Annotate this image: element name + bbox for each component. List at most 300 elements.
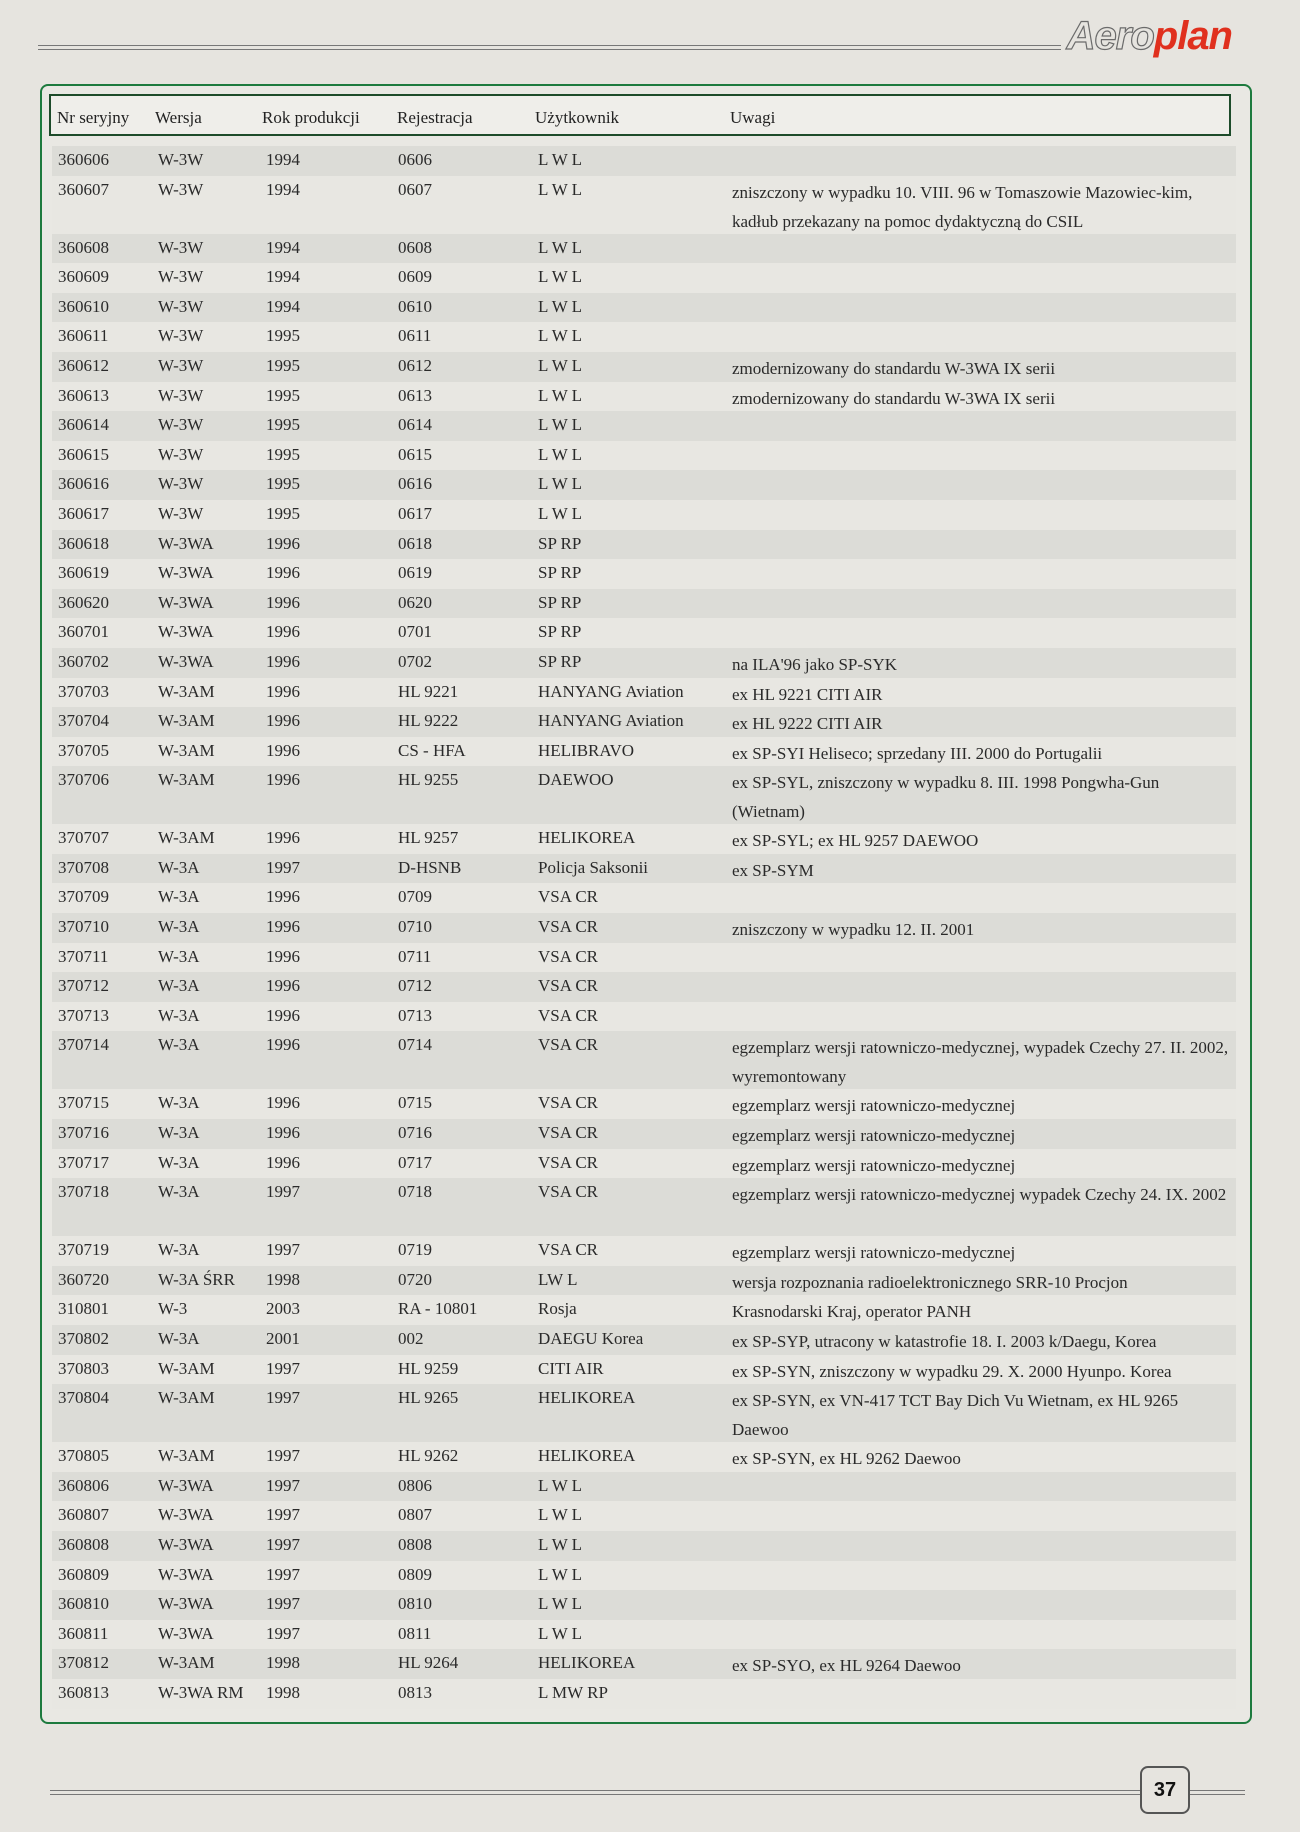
cell-rejestracja: 0711 xyxy=(398,946,432,966)
cell-rok: 1996 xyxy=(266,651,300,671)
cell-rok: 1994 xyxy=(266,150,300,169)
table-row xyxy=(52,589,1236,619)
cell-uzytkownik: L W L xyxy=(538,267,583,287)
cell-rok: 1996 xyxy=(266,828,300,848)
cell-wersja: W-3W xyxy=(158,326,204,346)
cell-rejestracja: 0717 xyxy=(398,1152,432,1172)
cell-uzytkownik: L W L xyxy=(538,503,583,523)
cell-rejestracja: HL 9264 xyxy=(398,1653,459,1673)
table-row xyxy=(52,1119,1236,1149)
cell-uzytkownik: SP RP xyxy=(538,533,582,553)
cell-wersja: W-3 xyxy=(158,1299,188,1319)
table-row xyxy=(52,1531,1236,1561)
cell-uzytkownik: VSA CR xyxy=(538,946,598,966)
cell-uzytkownik: L W L xyxy=(538,1505,583,1525)
cell-uzytkownik: SP RP xyxy=(538,592,582,612)
table-row xyxy=(52,322,1236,352)
cell-rejestracja: 0618 xyxy=(398,533,432,553)
cell-uzytkownik: L W L xyxy=(538,296,583,316)
cell-nr: 370716 xyxy=(58,1123,109,1143)
cell-rok: 1995 xyxy=(266,444,300,464)
cell-wersja: W-3A xyxy=(158,857,200,877)
cell-nr: 360808 xyxy=(58,1534,109,1554)
table-row xyxy=(52,943,1236,973)
table-row xyxy=(52,352,1236,382)
cell-rejestracja: 0607 xyxy=(398,179,432,199)
cell-rok: 1994 xyxy=(266,267,300,287)
cell-wersja: W-3AM xyxy=(158,1446,215,1466)
cell-nr: 360618 xyxy=(58,533,109,553)
cell-uzytkownik: HELIKOREA xyxy=(538,1388,636,1408)
cell-nr: 360813 xyxy=(58,1682,109,1702)
cell-rejestracja: 0614 xyxy=(398,415,432,435)
cell-rejestracja: 0612 xyxy=(398,355,432,375)
cell-nr: 360610 xyxy=(58,296,109,316)
cell-rok: 1996 xyxy=(266,917,300,937)
table-row xyxy=(52,678,1236,708)
cell-nr: 370703 xyxy=(58,681,109,701)
cell-uzytkownik: VSA CR xyxy=(538,1182,598,1202)
table-row xyxy=(52,1472,1236,1502)
cell-rejestracja: D-HSNB xyxy=(398,857,462,877)
page-number: 37 xyxy=(1140,1766,1190,1814)
table-row xyxy=(52,707,1236,737)
cell-wersja: W-3WA xyxy=(158,1505,214,1525)
cell-uwagi: ex SP-SYP, utracony w katastrofie 18. I. 2003 k/Daegu, Korea xyxy=(732,1332,1157,1351)
cell-uzytkownik: HANYANG Aviation xyxy=(538,681,684,701)
cell-rejestracja: HL 9255 xyxy=(398,770,459,790)
cell-wersja: W-3W xyxy=(158,237,204,257)
table-row xyxy=(52,1295,1236,1325)
table-row xyxy=(52,1442,1236,1472)
cell-nr: 370713 xyxy=(58,1005,109,1025)
cell-nr: 360806 xyxy=(58,1475,109,1495)
cell-wersja: W-3AM xyxy=(158,711,215,731)
cell-rok: 1996 xyxy=(266,622,300,642)
table-row xyxy=(52,411,1236,441)
cell-nr: 370804 xyxy=(58,1388,109,1408)
cell-nr: 370711 xyxy=(58,946,109,966)
cell-wersja: W-3WA RM xyxy=(158,1682,244,1702)
cell-rok: 1997 xyxy=(266,857,300,877)
cell-rok: 1995 xyxy=(266,385,300,405)
cell-rejestracja: 0611 xyxy=(398,326,432,346)
cell-rok: 1997 xyxy=(266,1388,300,1408)
cell-nr: 370712 xyxy=(58,976,109,996)
cell-uzytkownik: L W L xyxy=(538,1534,583,1554)
cell-nr: 370709 xyxy=(58,887,109,907)
cell-uzytkownik: CITI AIR xyxy=(538,1358,604,1378)
cell-rok: 1994 xyxy=(266,296,300,316)
cell-uzytkownik: L W L xyxy=(538,1594,583,1614)
cell-rok: 2003 xyxy=(266,1299,300,1319)
table-row xyxy=(52,146,1236,176)
cell-wersja: W-3AM xyxy=(158,1358,215,1378)
cell-rok: 1997 xyxy=(266,1240,300,1260)
cell-uzytkownik: L W L xyxy=(538,444,583,464)
cell-rok: 1996 xyxy=(266,533,300,553)
cell-nr: 360720 xyxy=(58,1269,109,1289)
cell-wersja: W-3A xyxy=(158,1152,200,1172)
cell-rejestracja: 0813 xyxy=(398,1682,432,1702)
cell-uwagi: ex SP-SYI Heliseco; sprzedany III. 2000 do Portugalii xyxy=(732,743,1103,763)
cell-nr: 360614 xyxy=(58,415,109,435)
cell-wersja: W-3W xyxy=(158,444,204,464)
table-body xyxy=(52,146,1236,1709)
cell-uzytkownik: L W L xyxy=(538,385,583,405)
cell-rok: 1997 xyxy=(266,1564,300,1584)
cell-rejestracja: 0716 xyxy=(398,1123,432,1143)
cell-nr: 370707 xyxy=(58,828,109,848)
cell-uzytkownik: L W L xyxy=(538,326,583,346)
cell-rok: 1994 xyxy=(266,179,300,199)
cell-wersja: W-3W xyxy=(158,355,204,375)
bottom-rule xyxy=(50,1790,1245,1795)
cell-uwagi: zniszczony w wypadku 12. II. 2001 xyxy=(732,920,975,940)
cell-uzytkownik: L W L xyxy=(538,150,583,169)
table-row xyxy=(52,559,1236,589)
cell-uwagi: ex SP-SYN, ex VN-417 TCT Bay Dich Vu Wietnam, ex HL 9265 Daewoo xyxy=(732,1391,1179,1440)
table-row xyxy=(52,1679,1236,1709)
cell-wersja: W-3A xyxy=(158,1182,200,1202)
cell-wersja: W-3AM xyxy=(158,740,215,760)
table-header xyxy=(49,94,1231,136)
table-row xyxy=(52,1031,1236,1089)
cell-nr: 370708 xyxy=(58,857,109,877)
cell-nr: 360608 xyxy=(58,237,109,257)
cell-rejestracja: CS - HFA xyxy=(398,740,466,760)
cell-uzytkownik: Rosja xyxy=(538,1299,577,1319)
table-row xyxy=(52,1236,1236,1266)
cell-rok: 1997 xyxy=(266,1475,300,1495)
cell-rok: 1997 xyxy=(266,1358,300,1378)
cell-uzytkownik: Policja Saksonii xyxy=(538,857,649,877)
cell-wersja: W-3AM xyxy=(158,828,215,848)
cell-nr: 370714 xyxy=(58,1035,109,1055)
cell-nr: 370718 xyxy=(58,1182,109,1202)
cell-nr: 360619 xyxy=(58,563,109,583)
cell-uzytkownik: L W L xyxy=(538,1475,583,1495)
cell-uwagi: egzemplarz wersji ratowniczo-medycznej xyxy=(732,1155,1016,1175)
cell-wersja: W-3A xyxy=(158,1329,200,1348)
cell-uwagi: na ILA'96 jako SP-SYK xyxy=(732,654,898,674)
cell-rejestracja: 0719 xyxy=(398,1240,432,1260)
cell-rejestracja: HL 9221 xyxy=(398,681,459,701)
cell-rejestracja: 0619 xyxy=(398,563,432,583)
cell-wersja: W-3A xyxy=(158,1005,200,1025)
cell-uzytkownik: HELIKOREA xyxy=(538,1446,636,1466)
cell-rok: 1996 xyxy=(266,563,300,583)
cell-rok: 1995 xyxy=(266,503,300,523)
cell-uzytkownik: SP RP xyxy=(538,622,582,642)
table-row xyxy=(52,1384,1236,1442)
cell-rejestracja: 0609 xyxy=(398,267,432,287)
cell-uzytkownik: L MW RP xyxy=(538,1682,608,1702)
cell-rok: 1996 xyxy=(266,681,300,701)
cell-rejestracja: 0714 xyxy=(398,1035,432,1055)
cell-uzytkownik: L W L xyxy=(538,237,583,257)
cell-wersja: W-3WA xyxy=(158,563,214,583)
cell-uzytkownik: DAEGU Korea xyxy=(538,1329,644,1348)
cell-wersja: W-3WA xyxy=(158,1623,214,1643)
cell-wersja: W-3WA xyxy=(158,1564,214,1584)
header-uwagi: Uwagi xyxy=(730,108,776,127)
cell-rok: 1994 xyxy=(266,237,300,257)
cell-rok: 1996 xyxy=(266,1035,300,1055)
cell-rok: 1997 xyxy=(266,1182,300,1202)
cell-nr: 360811 xyxy=(58,1623,109,1643)
cell-wersja: W-3W xyxy=(158,150,204,169)
cell-rejestracja: 0613 xyxy=(398,385,432,405)
cell-nr: 360611 xyxy=(58,326,109,346)
table-row xyxy=(52,1266,1236,1296)
table-row xyxy=(52,382,1236,412)
cell-uzytkownik: VSA CR xyxy=(538,1152,598,1172)
cell-rejestracja: 0807 xyxy=(398,1505,432,1525)
cell-uwagi: ex SP-SYM xyxy=(732,860,814,880)
cell-nr: 360606 xyxy=(58,150,109,169)
cell-uwagi: ex SP-SYL; ex HL 9257 DAEWOO xyxy=(732,831,979,851)
cell-rejestracja: 0712 xyxy=(398,976,432,996)
cell-rejestracja: 0718 xyxy=(398,1182,432,1202)
cell-rok: 1996 xyxy=(266,887,300,907)
cell-rejestracja: 0617 xyxy=(398,503,432,523)
cell-uwagi: ex SP-SYN, zniszczony w wypadku 29. X. 2000 Hyunpo. Korea xyxy=(732,1361,1172,1381)
cell-wersja: W-3WA xyxy=(158,1594,214,1614)
cell-wersja: W-3A ŚRR xyxy=(158,1269,235,1289)
cell-nr: 360809 xyxy=(58,1564,109,1584)
cell-uwagi: egzemplarz wersji ratowniczo-medycznej xyxy=(732,1096,1016,1116)
cell-rejestracja: HL 9222 xyxy=(398,711,459,731)
cell-uwagi: ex HL 9222 CITI AIR xyxy=(732,714,883,734)
cell-wersja: W-3A xyxy=(158,917,200,937)
cell-wersja: W-3A xyxy=(158,887,200,907)
cell-wersja: W-3AM xyxy=(158,770,215,790)
cell-nr: 360620 xyxy=(58,592,109,612)
cell-nr: 370706 xyxy=(58,770,109,790)
cell-rok: 1998 xyxy=(266,1653,300,1673)
table-row xyxy=(52,972,1236,1002)
cell-nr: 370717 xyxy=(58,1152,109,1172)
cell-uwagi: wersja rozpoznania radioelektronicznego SRR-10 Procjon xyxy=(732,1272,1128,1292)
cell-rejestracja: 0811 xyxy=(398,1623,432,1643)
cell-wersja: W-3WA xyxy=(158,592,214,612)
table-row xyxy=(52,263,1236,293)
table-row xyxy=(52,441,1236,471)
cell-nr: 360616 xyxy=(58,474,109,494)
cell-rok: 2001 xyxy=(266,1329,300,1348)
cell-nr: 370802 xyxy=(58,1329,109,1348)
cell-uzytkownik: LW L xyxy=(538,1269,578,1289)
table-row xyxy=(52,824,1236,854)
cell-rok: 1997 xyxy=(266,1623,300,1643)
cell-rok: 1996 xyxy=(266,592,300,612)
header-rejestracja: Rejestracja xyxy=(397,108,473,127)
cell-uzytkownik: L W L xyxy=(538,474,583,494)
cell-nr: 360810 xyxy=(58,1594,109,1614)
table-row xyxy=(52,530,1236,560)
cell-uzytkownik: L W L xyxy=(538,415,583,435)
cell-wersja: W-3AM xyxy=(158,1653,215,1673)
cell-uzytkownik: HELIKOREA xyxy=(538,828,636,848)
cell-wersja: W-3WA xyxy=(158,533,214,553)
table-row xyxy=(52,1590,1236,1620)
cell-nr: 360607 xyxy=(58,179,109,199)
cell-wersja: W-3W xyxy=(158,296,204,316)
table-row xyxy=(52,470,1236,500)
cell-rejestracja: 0720 xyxy=(398,1269,432,1289)
header-wersja: Wersja xyxy=(155,108,202,127)
table-row xyxy=(52,854,1236,884)
cell-wersja: W-3W xyxy=(158,474,204,494)
table-row xyxy=(52,500,1236,530)
table-row xyxy=(52,1355,1236,1385)
table-row xyxy=(52,234,1236,264)
cell-uzytkownik: VSA CR xyxy=(538,1035,598,1055)
cell-rok: 1996 xyxy=(266,1123,300,1143)
cell-wersja: W-3W xyxy=(158,503,204,523)
cell-wersja: W-3A xyxy=(158,1093,200,1113)
cell-nr: 360609 xyxy=(58,267,109,287)
cell-rejestracja: 0715 xyxy=(398,1093,432,1113)
cell-rejestracja: 0620 xyxy=(398,592,432,612)
cell-uwagi: egzemplarz wersji ratowniczo-medycznej, wypadek Czechy 27. II. 2002, wyremontowany xyxy=(732,1038,1229,1087)
cell-uwagi: Krasnodarski Kraj, operator PANH xyxy=(732,1302,972,1322)
cell-rok: 1998 xyxy=(266,1269,300,1289)
cell-uzytkownik: HELIBRAVO xyxy=(538,740,635,760)
cell-rejestracja: 0808 xyxy=(398,1534,432,1554)
cell-uzytkownik: L W L xyxy=(538,179,583,199)
table-row xyxy=(52,618,1236,648)
top-rule xyxy=(38,45,1238,50)
cell-rejestracja: 0806 xyxy=(398,1475,432,1495)
cell-wersja: W-3A xyxy=(158,976,200,996)
cell-wersja: W-3AM xyxy=(158,681,215,701)
cell-rok: 1998 xyxy=(266,1682,300,1702)
header-nr: Nr seryjny xyxy=(57,108,130,127)
cell-rejestracja: 0702 xyxy=(398,651,432,671)
cell-nr: 360613 xyxy=(58,385,109,405)
table-row xyxy=(52,1002,1236,1032)
cell-rok: 1995 xyxy=(266,326,300,346)
cell-nr: 370719 xyxy=(58,1240,109,1260)
cell-nr: 370812 xyxy=(58,1653,109,1673)
cell-uwagi: ex SP-SYO, ex HL 9264 Daewoo xyxy=(732,1656,961,1676)
cell-nr: 370704 xyxy=(58,711,109,731)
table-row xyxy=(52,176,1236,234)
table-row xyxy=(52,737,1236,767)
table-row xyxy=(52,883,1236,913)
cell-rejestracja: HL 9257 xyxy=(398,828,459,848)
cell-uwagi: ex SP-SYL, zniszczony w wypadku 8. III. 1998 Pongwha-Gun (Wietnam) xyxy=(732,773,1160,822)
cell-uzytkownik: VSA CR xyxy=(538,1093,598,1113)
cell-rejestracja: HL 9262 xyxy=(398,1446,459,1466)
table-row xyxy=(52,293,1236,323)
header-rok: Rok produkcji xyxy=(262,108,360,127)
cell-rejestracja: RA - 10801 xyxy=(398,1299,478,1319)
cell-rejestracja: 0615 xyxy=(398,444,432,464)
cell-rejestracja: 0701 xyxy=(398,622,432,642)
cell-rejestracja: 0713 xyxy=(398,1005,432,1025)
cell-wersja: W-3WA xyxy=(158,1475,214,1495)
cell-rok: 1995 xyxy=(266,415,300,435)
cell-nr: 360615 xyxy=(58,444,109,464)
table-row xyxy=(52,1649,1236,1679)
cell-wersja: W-3AM xyxy=(158,1388,215,1408)
cell-nr: 370805 xyxy=(58,1446,109,1466)
table-row xyxy=(52,1620,1236,1650)
cell-uzytkownik: VSA CR xyxy=(538,887,598,907)
cell-nr: 360612 xyxy=(58,355,109,375)
cell-uzytkownik: L W L xyxy=(538,355,583,375)
cell-uzytkownik: VSA CR xyxy=(538,1005,598,1025)
cell-nr: 370803 xyxy=(58,1358,109,1378)
cell-rok: 1996 xyxy=(266,976,300,996)
cell-rejestracja: 0709 xyxy=(398,887,432,907)
cell-nr: 360702 xyxy=(58,651,109,671)
cell-wersja: W-3W xyxy=(158,385,204,405)
cell-rejestracja: 0608 xyxy=(398,237,432,257)
cell-uzytkownik: HELIKOREA xyxy=(538,1653,636,1673)
table-row xyxy=(52,1149,1236,1179)
header-uzytkownik: Użytkownik xyxy=(535,108,620,127)
table-row xyxy=(52,913,1236,943)
cell-uzytkownik: VSA CR xyxy=(538,976,598,996)
table-row xyxy=(52,1178,1236,1236)
table-row xyxy=(52,1501,1236,1531)
cell-uwagi: zniszczony w wypadku 10. VIII. 96 w Tomaszowie Mazowiec-kim, kadłub przekazany na pomoc dydaktyczną do CSIL xyxy=(732,182,1193,231)
cell-rok: 1997 xyxy=(266,1505,300,1525)
cell-uwagi: ex SP-SYN, ex HL 9262 Daewoo xyxy=(732,1449,961,1469)
cell-rok: 1996 xyxy=(266,711,300,731)
cell-wersja: W-3WA xyxy=(158,651,214,671)
table-row xyxy=(52,1089,1236,1119)
cell-rejestracja: HL 9259 xyxy=(398,1358,459,1378)
cell-uwagi: egzemplarz wersji ratowniczo-medycznej xyxy=(732,1243,1016,1263)
cell-rok: 1996 xyxy=(266,1005,300,1025)
cell-uwagi: egzemplarz wersji ratowniczo-medycznej xyxy=(732,1126,1016,1146)
cell-rok: 1997 xyxy=(266,1594,300,1614)
cell-uzytkownik: SP RP xyxy=(538,563,582,583)
cell-rejestracja: 002 xyxy=(398,1329,424,1348)
cell-nr: 310801 xyxy=(58,1299,109,1319)
cell-rejestracja: HL 9265 xyxy=(398,1388,459,1408)
cell-uzytkownik: SP RP xyxy=(538,651,582,671)
cell-wersja: W-3A xyxy=(158,1035,200,1055)
cell-rejestracja: 0810 xyxy=(398,1594,432,1614)
cell-rejestracja: 0809 xyxy=(398,1564,432,1584)
cell-uzytkownik: VSA CR xyxy=(538,917,598,937)
table-row xyxy=(52,1325,1236,1355)
cell-uzytkownik: L W L xyxy=(538,1564,583,1584)
cell-wersja: W-3A xyxy=(158,1123,200,1143)
cell-rok: 1997 xyxy=(266,1446,300,1466)
cell-nr: 360617 xyxy=(58,503,109,523)
cell-wersja: W-3WA xyxy=(158,622,214,642)
table-row xyxy=(52,1561,1236,1591)
cell-uwagi: zmodernizowany do standardu W-3WA IX serii xyxy=(732,388,1056,408)
cell-uzytkownik: HANYANG Aviation xyxy=(538,711,684,731)
cell-uwagi: zmodernizowany do standardu W-3WA IX serii xyxy=(732,358,1056,378)
cell-uzytkownik: DAEWOO xyxy=(538,770,614,790)
cell-uwagi: egzemplarz wersji ratowniczo-medycznej wypadek Czechy 24. IX. 2002 xyxy=(732,1185,1227,1205)
cell-nr: 360807 xyxy=(58,1505,109,1525)
cell-wersja: W-3W xyxy=(158,415,204,435)
table-row xyxy=(52,648,1236,678)
cell-wersja: W-3W xyxy=(158,267,204,287)
cell-uwagi: ex HL 9221 CITI AIR xyxy=(732,684,883,704)
cell-wersja: W-3A xyxy=(158,1240,200,1260)
